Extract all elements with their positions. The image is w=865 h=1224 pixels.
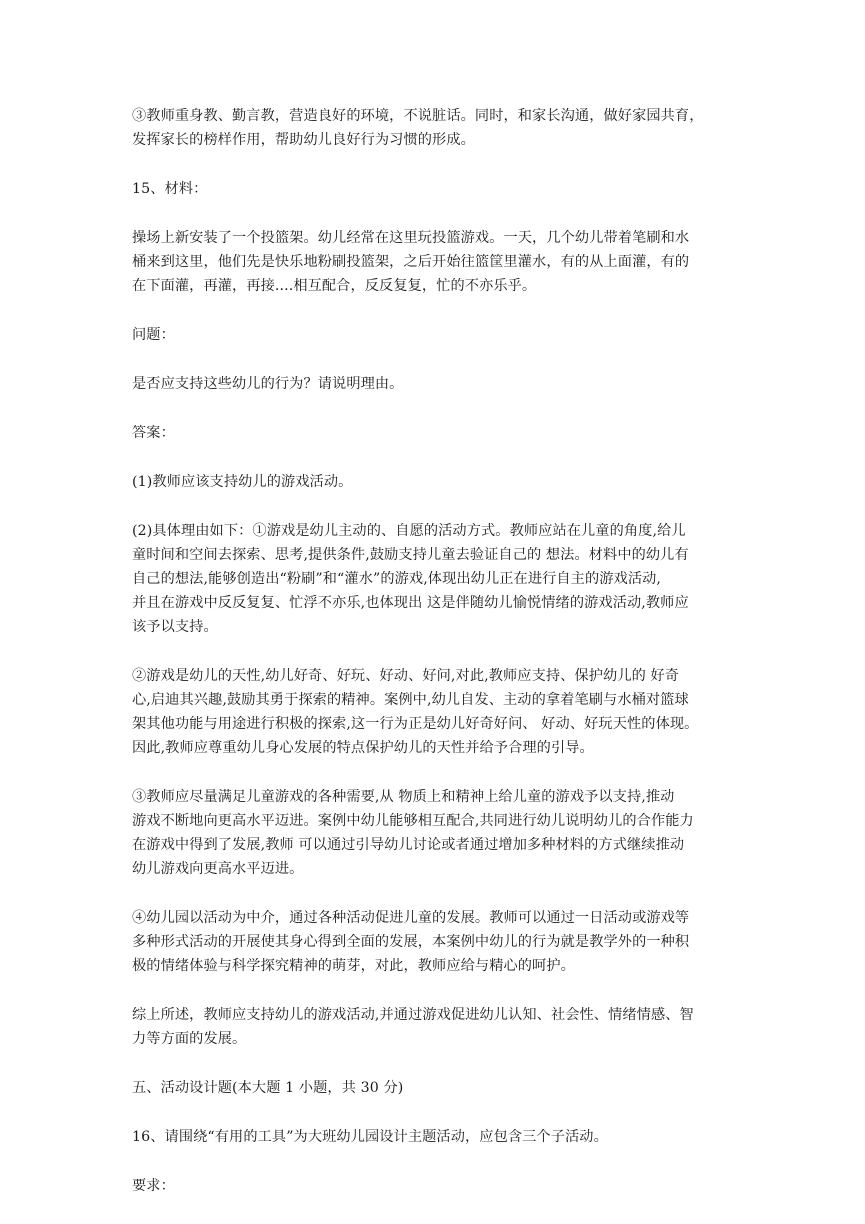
text-line: 在游戏中得到了发展,教师 可以通过引导幼儿讨论或者通过增加多种材料的方式继续推动	[132, 837, 685, 853]
answer-label	[132, 421, 736, 445]
text-line: 该予以支持。	[132, 619, 218, 635]
question-15-heading	[132, 177, 736, 201]
text-line: (1)教师应该支持幼儿的游戏活动。	[132, 474, 353, 490]
question-label	[132, 323, 736, 347]
text-line: 自己的想法,能够创造出“粉刷”和“灌水”的游戏,体现出幼儿正在进行自主的游戏活动,	[132, 571, 662, 587]
text-line: 力等方面的发展。	[132, 1031, 247, 1047]
question-16	[132, 1125, 736, 1149]
text-line: 15、材料：	[132, 181, 208, 197]
text-line: 游戏不断地向更高水平迈进。案例中幼儿能够相互配合,共同进行幼儿说明幼儿的合作能力	[132, 813, 694, 829]
text-line: 多种形式活动的开展使其身心得到全面的发展，本案例中幼儿的行为就是教学外的一种积	[132, 934, 690, 950]
text-line: 并且在游戏中反反复复、忙浮不亦乐,也体现出 这是伴随幼儿愉悦情绪的游戏活动,教师应	[132, 595, 689, 611]
text-line: 要求：	[132, 1178, 175, 1194]
answer-summary	[132, 1003, 736, 1051]
text-line: 心,启迪其兴趣,鼓励其勇于探索的精神。案例中,幼儿自发、主动的拿着笔刷与水桶对篮球	[132, 692, 689, 708]
text-line: 幼儿游戏向更高水平迈进。	[132, 861, 304, 877]
answer-reason-3	[132, 785, 736, 881]
text-line: 发挥家长的榜样作用，帮助幼儿良好行为习惯的形成。	[132, 132, 475, 148]
text-line: 综上所述，教师应支持幼儿的游戏活动,并通过游戏促进幼儿认知、社会性、情绪情感、智	[132, 1007, 694, 1023]
requirements-label	[132, 1174, 736, 1198]
text-line: 架其他功能与用途进行积极的探索,这一行为正是幼儿好奇好问、 好动、好玩天性的体现。	[132, 716, 699, 732]
text-line: 因此,教师应尊重幼儿身心发展的特点保护幼儿的天性并给予合理的引导。	[132, 740, 594, 756]
text-line: 童时间和空间去探索、思考,提供条件,鼓励支持儿童去验证自己的 想法。材料中的幼儿有	[132, 547, 689, 563]
section-5-heading	[132, 1076, 736, 1100]
text-line: 16、请围绕“有用的工具”为大班幼儿园设计主题活动，应包含三个子活动。	[132, 1129, 608, 1145]
answer-reason-2	[132, 664, 736, 760]
paragraph-teacher-example	[132, 104, 736, 152]
text-line: 在下面灌，再灌，再接....相互配合，反反复复，忙的不亦乐乎。	[132, 278, 537, 294]
text-line: 问题：	[132, 327, 175, 343]
text-line: 是否应支持这些幼儿的行为？请说明理由。	[132, 376, 404, 392]
answer-point-1	[132, 470, 736, 494]
answer-reason-4	[132, 906, 736, 978]
text-line: ③教师应尽量满足儿童游戏的各种需要,从 物质上和精神上给儿童的游戏予以支持,推动	[132, 789, 675, 805]
text-line: ②游戏是幼儿的天性,幼儿好奇、好玩、好动、好问,对此,教师应支持、保护幼儿的 好奇	[132, 668, 680, 684]
document-page	[132, 104, 736, 1223]
text-line: 操场上新安装了一个投篮架。幼儿经常在这里玩投篮游戏。一天，几个幼儿带着笔刷和水	[132, 230, 690, 246]
text-line: 答案：	[132, 425, 175, 441]
text-line: 五、活动设计题(本大题 1 小题，共 30 分)	[132, 1080, 404, 1096]
answer-point-2	[132, 519, 736, 639]
text-line: 桶来到这里，他们先是快乐地粉刷投篮架，之后开始往篮筐里灌水，有的从上面灌，有的	[132, 254, 690, 270]
text-line: (2)具体理由如下：①游戏是幼儿主动的、自愿的活动方式。教师应站在儿童的角度,给儿	[132, 523, 686, 539]
material-paragraph	[132, 226, 736, 298]
text-line: ④幼儿园以活动为中介，通过各种活动促进儿童的发展。教师可以通过一日活动或游戏等	[132, 910, 690, 926]
text-line: 极的情绪体验与科学探究精神的萌芽，对此，教师应给与精心的呵护。	[132, 958, 575, 974]
question-text	[132, 372, 736, 396]
text-line: ③教师重身教、勤言教，营造良好的环境，不说脏话。同时，和家长沟通，做好家园共育，	[132, 108, 704, 124]
